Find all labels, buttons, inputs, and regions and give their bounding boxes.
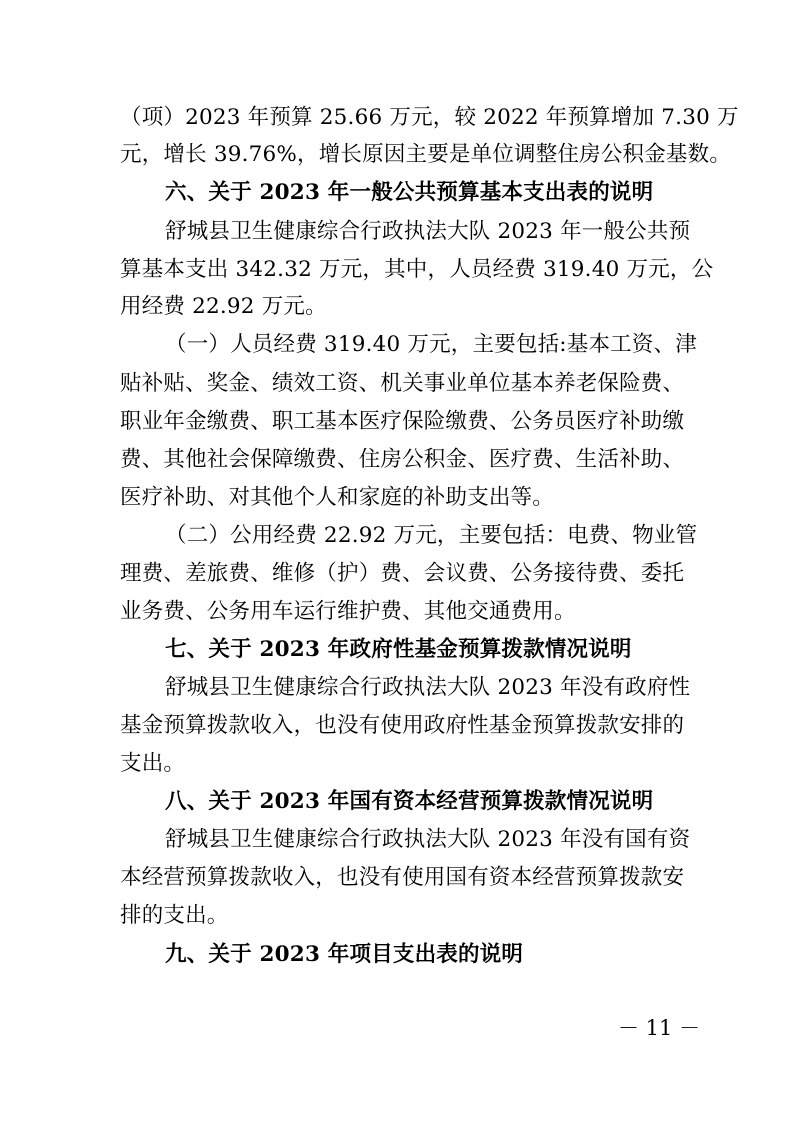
paragraph-line: 本经营预算拨款收入，也没有使用国有资本经营预算拨款安 <box>120 865 685 890</box>
section-heading: 七、关于 2023 年政府性基金预算拨款情况说明 <box>165 637 632 662</box>
paragraph-line: 算基本支出 342.32 万元，其中，人员经费 319.40 万元，公 <box>120 257 714 282</box>
section-heading: 六、关于 2023 年一般公共预算基本支出表的说明 <box>165 180 654 205</box>
paragraph-line: 贴补贴、奖金、绩效工资、机关事业单位基本养老保险费、 <box>120 371 685 396</box>
paragraph-line: 医疗补助、对其他个人和家庭的补助支出等。 <box>120 485 555 510</box>
paragraph-line: 理费、差旅费、维修（护）费、会议费、公务接待费、委托 <box>120 561 685 586</box>
paragraph-line: 元，增长 39.76%，增长原因主要是单位调整住房公积金基数。 <box>120 142 732 167</box>
paragraph-line: （一）人员经费 319.40 万元，主要包括:基本工资、津 <box>165 332 697 357</box>
paragraph-line: 舒城县卫生健康综合行政执法大队 2023 年一般公共预 <box>165 219 691 244</box>
paragraph-line: （二）公用经费 22.92 万元，主要包括：电费、物业管 <box>165 523 698 548</box>
paragraph-line: 业务费、公务用车运行维护费、其他交通费用。 <box>120 599 576 624</box>
paragraph-line: 舒城县卫生健康综合行政执法大队 2023 年没有政府性 <box>165 675 691 700</box>
paragraph-line: 排的支出。 <box>120 903 229 928</box>
page-number: － 11 － <box>618 1016 701 1040</box>
section-heading: 八、关于 2023 年国有资本经营预算拨款情况说明 <box>165 789 654 814</box>
section-heading: 九、关于 2023 年项目支出表的说明 <box>165 942 524 967</box>
paragraph-line: 用经费 22.92 万元。 <box>120 294 327 319</box>
paragraph-line: （项）2023 年预算 25.66 万元，较 2022 年预算增加 7.30 万 <box>120 105 739 130</box>
paragraph-line: 费、其他社会保障缴费、住房公积金、医疗费、生活补助、 <box>120 447 685 472</box>
paragraph-line: 基金预算拨款收入，也没有使用政府性基金预算拨款安排的 <box>120 713 685 738</box>
paragraph-line: 支出。 <box>120 751 186 776</box>
paragraph-line: 舒城县卫生健康综合行政执法大队 2023 年没有国有资 <box>165 827 691 852</box>
paragraph-line: 职业年金缴费、职工基本医疗保险缴费、公务员医疗补助缴 <box>120 409 685 434</box>
